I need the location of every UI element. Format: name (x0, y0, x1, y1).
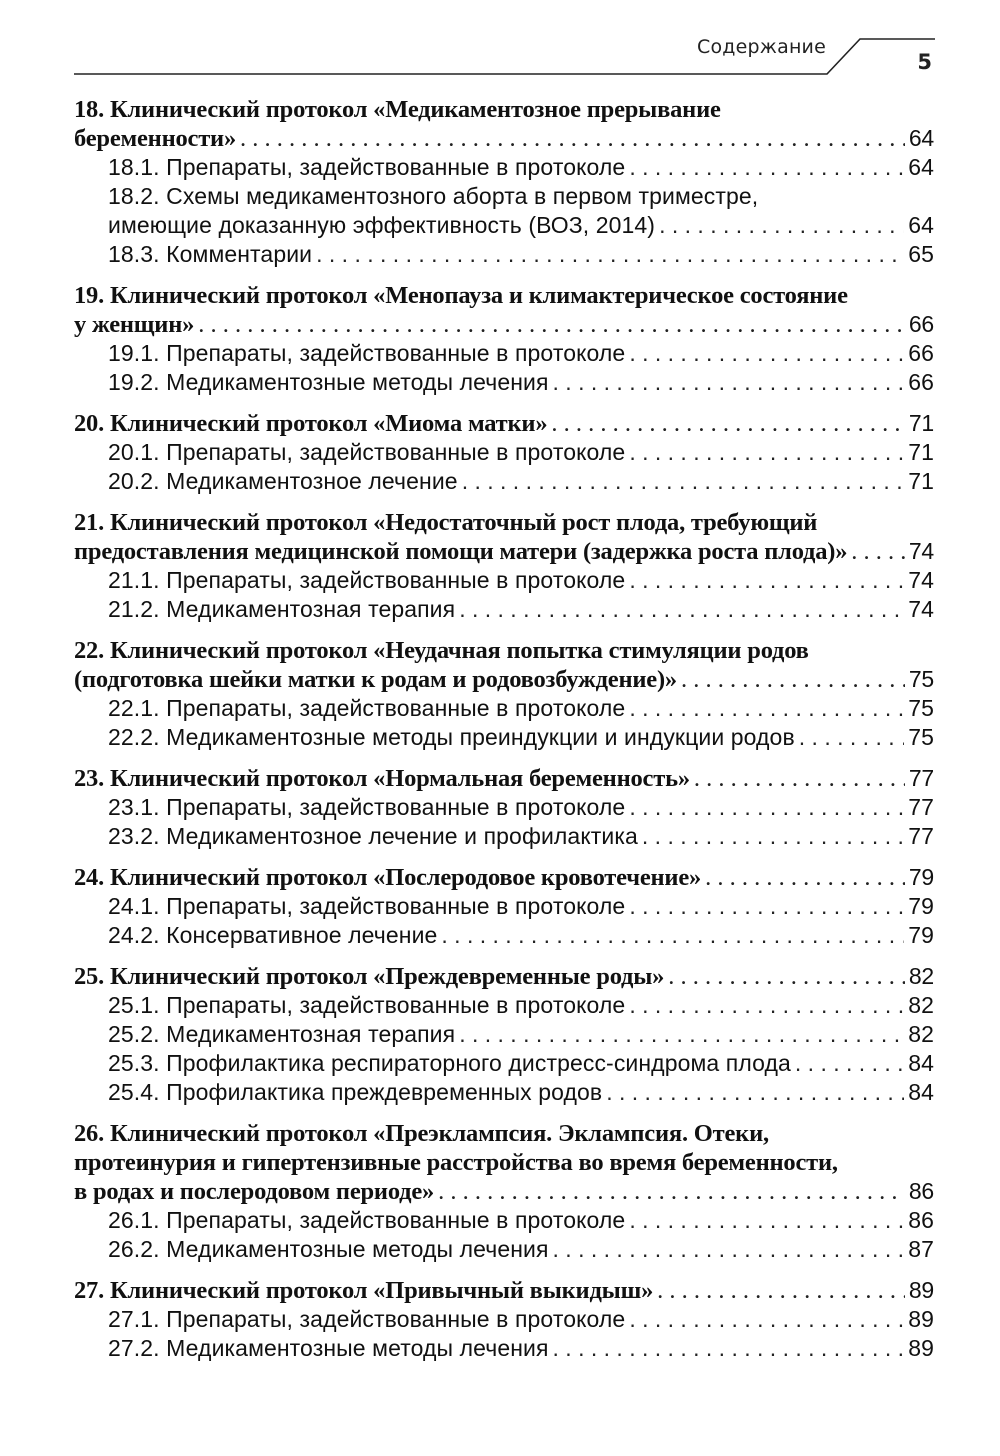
toc-subitem-line (74, 1334, 934, 1363)
page-ref: 86 (908, 1207, 934, 1233)
dot-leader (459, 595, 904, 624)
dot-leader (240, 124, 905, 153)
toc-subitem-line (74, 566, 934, 595)
toc-subitem-line (74, 1078, 934, 1107)
toc-subitem-line-text: 22.2. Медикаментозные методы преиндукции и индукции родов (108, 724, 795, 750)
toc-chapter (74, 281, 934, 397)
toc-chapter (74, 508, 934, 624)
toc-chapter (74, 636, 934, 752)
toc-subitem-line (74, 694, 934, 723)
chapter-title-line (74, 281, 934, 310)
page-ref: 75 (908, 724, 934, 750)
dot-leader (629, 339, 904, 368)
page-ref: 82 (908, 1021, 934, 1047)
toc-subitem-line-text: 23.2. Медикаментозное лечение и профилактика (108, 823, 638, 849)
table-of-contents (74, 95, 934, 1375)
page-ref: 79 (908, 922, 934, 948)
dot-leader (553, 368, 905, 397)
dot-leader (629, 1305, 904, 1334)
page-ref: 89 (908, 1335, 934, 1361)
toc-subitem-line-text: 22.1. Препараты, задействованные в протоколе (108, 695, 626, 721)
chapter-title-line-text: 25. Клинический протокол «Преждевременные роды» (74, 963, 665, 990)
dot-leader (799, 723, 904, 752)
dot-leader (629, 892, 904, 921)
toc-subitem-line-text: 20.1. Препараты, задействованные в протоколе (108, 439, 626, 465)
page-ref: 64 (908, 212, 934, 238)
toc-subitem-line-text: 21.2. Медикаментозная терапия (108, 596, 456, 622)
page-ref: 65 (908, 241, 934, 267)
dot-leader (459, 1020, 904, 1049)
toc-subitem-line-text: 25.3. Профилактика респираторного дистресс-синдрома плода (108, 1050, 791, 1076)
chapter-title-line (74, 863, 934, 892)
chapter-title-line (74, 508, 934, 537)
dot-leader (694, 764, 905, 793)
toc-subitem-line (74, 339, 934, 368)
chapter-title-line-text: 21. Клинический протокол «Недостаточный рост плода, требующий (74, 509, 818, 536)
chapter-title-line-text: предоставления медицинской помощи матери (задержка роста плода)» (74, 538, 848, 565)
page-ref: 74 (908, 567, 934, 593)
chapter-title-line-text: (подготовка шейки матки к родам и родовозбуждение)» (74, 666, 677, 693)
page-ref: 66 (908, 311, 934, 337)
dot-leader (629, 153, 904, 182)
chapter-title-line (74, 124, 934, 153)
dot-leader (438, 1177, 905, 1206)
dot-leader (705, 863, 905, 892)
toc-chapter (74, 95, 934, 269)
page-ref: 71 (908, 468, 934, 494)
toc-subitem-line-text: 21.1. Препараты, задействованные в протоколе (108, 567, 626, 593)
dot-leader (316, 240, 904, 269)
toc-subitem-line (74, 1206, 934, 1235)
chapter-title-line (74, 537, 934, 566)
chapter-title-line-text: 18. Клинический протокол «Медикаментозное прерывание (74, 96, 721, 123)
dot-leader (629, 566, 904, 595)
page-number: 5 (917, 50, 932, 74)
toc-subitem-line-text: 26.2. Медикаментозные методы лечения (108, 1236, 549, 1262)
toc-subitem-line-text: 18.1. Препараты, задействованные в протоколе (108, 154, 626, 180)
dot-leader (629, 991, 904, 1020)
dot-leader (441, 921, 904, 950)
toc-chapter (74, 1119, 934, 1264)
toc-subitem-line (74, 1235, 934, 1264)
chapter-title-line-text: 19. Клинический протокол «Менопауза и климактерическое состояние (74, 282, 848, 309)
page-ref: 74 (908, 538, 934, 564)
toc-chapter (74, 409, 934, 496)
page-ref: 79 (908, 864, 934, 890)
toc-subitem-line-text: 24.1. Препараты, задействованные в протоколе (108, 893, 626, 919)
chapter-title-line-text: 26. Клинический протокол «Преэклампсия. Эклампсия. Отеки, (74, 1120, 769, 1147)
page-ref: 75 (908, 666, 934, 692)
page-ref: 64 (908, 125, 934, 151)
dot-leader (795, 1049, 904, 1078)
header-rule (0, 0, 1000, 90)
page-ref: 86 (908, 1178, 934, 1204)
toc-subitem-line (74, 921, 934, 950)
dot-leader (851, 537, 905, 566)
toc-subitem-line (74, 438, 934, 467)
toc-subitem-line-text: 25.1. Препараты, задействованные в протоколе (108, 992, 626, 1018)
toc-subitem-line (74, 1049, 934, 1078)
dot-leader (668, 962, 905, 991)
chapter-title-line-text: 22. Клинический протокол «Неудачная попытка стимуляции родов (74, 637, 809, 664)
toc-chapter (74, 764, 934, 851)
toc-subitem-line (74, 723, 934, 752)
dot-leader (681, 665, 905, 694)
toc-subitem-line-text: 18.2. Схемы медикаментозного аборта в первом триместре, (108, 183, 759, 209)
chapter-title-line-text: протеинурия и гипертензивные расстройства во время беременности, (74, 1149, 838, 1176)
toc-subitem-line-text: 18.3. Комментарии (108, 241, 313, 267)
page-ref: 71 (908, 410, 934, 436)
toc-subitem-line (74, 1305, 934, 1334)
toc-subitem-line-text: 27.2. Медикаментозные методы лечения (108, 1335, 549, 1361)
chapter-title-line (74, 1276, 934, 1305)
chapter-title-line (74, 409, 934, 438)
running-header-title: Содержание (697, 36, 826, 58)
dot-leader (642, 822, 904, 851)
page-ref: 71 (908, 439, 934, 465)
page-ref: 89 (908, 1277, 934, 1303)
chapter-title-line (74, 764, 934, 793)
page-ref: 66 (908, 340, 934, 366)
page-ref: 84 (908, 1079, 934, 1105)
page-ref: 77 (908, 823, 934, 849)
chapter-title-line-text: у женщин» (74, 311, 195, 338)
toc-subitem-line (74, 1020, 934, 1049)
toc-subitem-line-text: 19.2. Медикаментозные методы лечения (108, 369, 549, 395)
dot-leader (553, 1235, 905, 1264)
chapter-title-line (74, 962, 934, 991)
chapter-title-line-text: 27. Клинический протокол «Привычный выкидыш» (74, 1277, 654, 1304)
toc-subitem-line (74, 822, 934, 851)
chapter-title-line-text: в родах и послеродовом периоде» (74, 1178, 435, 1205)
dot-leader (629, 694, 904, 723)
toc-subitem-line (74, 467, 934, 496)
dot-leader (629, 793, 904, 822)
toc-subitem-line-text: 23.1. Препараты, задействованные в протоколе (108, 794, 626, 820)
page-ref: 75 (908, 695, 934, 721)
toc-subitem-line (74, 182, 934, 211)
dot-leader (551, 409, 904, 438)
chapter-title-line (74, 665, 934, 694)
chapter-title-line-text: 23. Клинический протокол «Нормальная беременность» (74, 765, 690, 792)
chapter-title-line (74, 636, 934, 665)
page-ref: 64 (908, 154, 934, 180)
chapter-title-line (74, 95, 934, 124)
page-ref: 82 (908, 992, 934, 1018)
page-ref: 79 (908, 893, 934, 919)
chapter-title-line (74, 310, 934, 339)
toc-chapter (74, 962, 934, 1107)
toc-subitem-line-text: имеющие доказанную эффективность (ВОЗ, 2014) (108, 212, 656, 238)
toc-chapter (74, 1276, 934, 1363)
dot-leader (629, 1206, 904, 1235)
toc-subitem-line (74, 240, 934, 269)
toc-subitem-line-text: 25.2. Медикаментозная терапия (108, 1021, 456, 1047)
toc-subitem-line (74, 991, 934, 1020)
page-ref: 77 (908, 794, 934, 820)
page-ref: 82 (908, 963, 934, 989)
dot-leader (606, 1078, 904, 1107)
chapter-title-line (74, 1119, 934, 1148)
toc-subitem-line (74, 892, 934, 921)
chapter-title-line (74, 1148, 934, 1177)
toc-subitem-line (74, 793, 934, 822)
toc-subitem-line-text: 19.1. Препараты, задействованные в протоколе (108, 340, 626, 366)
page-ref: 77 (908, 765, 934, 791)
toc-subitem-line-text: 20.2. Медикаментозное лечение (108, 468, 458, 494)
chapter-title-line-text: 20. Клинический протокол «Миома матки» (74, 410, 548, 437)
toc-subitem-line (74, 595, 934, 624)
page-ref: 84 (908, 1050, 934, 1076)
dot-leader (553, 1334, 905, 1363)
toc-subitem-line (74, 368, 934, 397)
page-ref: 74 (908, 596, 934, 622)
page-ref: 66 (908, 369, 934, 395)
dot-leader (198, 310, 905, 339)
dot-leader (629, 438, 904, 467)
toc-subitem-line (74, 211, 934, 240)
toc-subitem-line-text: 27.1. Препараты, задействованные в протоколе (108, 1306, 626, 1332)
dot-leader (462, 467, 905, 496)
toc-chapter (74, 863, 934, 950)
toc-subitem-line (74, 153, 934, 182)
chapter-title-line-text: беременности» (74, 125, 237, 152)
page-ref: 89 (908, 1306, 934, 1332)
chapter-title-line-text: 24. Клинический протокол «Послеродовое кровотечение» (74, 864, 702, 891)
page-ref: 87 (908, 1236, 934, 1262)
toc-subitem-line-text: 26.1. Препараты, задействованные в протоколе (108, 1207, 626, 1233)
toc-subitem-line-text: 24.2. Консервативное лечение (108, 922, 438, 948)
chapter-title-line (74, 1177, 934, 1206)
dot-leader (659, 211, 904, 240)
dot-leader (657, 1276, 905, 1305)
toc-subitem-line-text: 25.4. Профилактика преждевременных родов (108, 1079, 603, 1105)
